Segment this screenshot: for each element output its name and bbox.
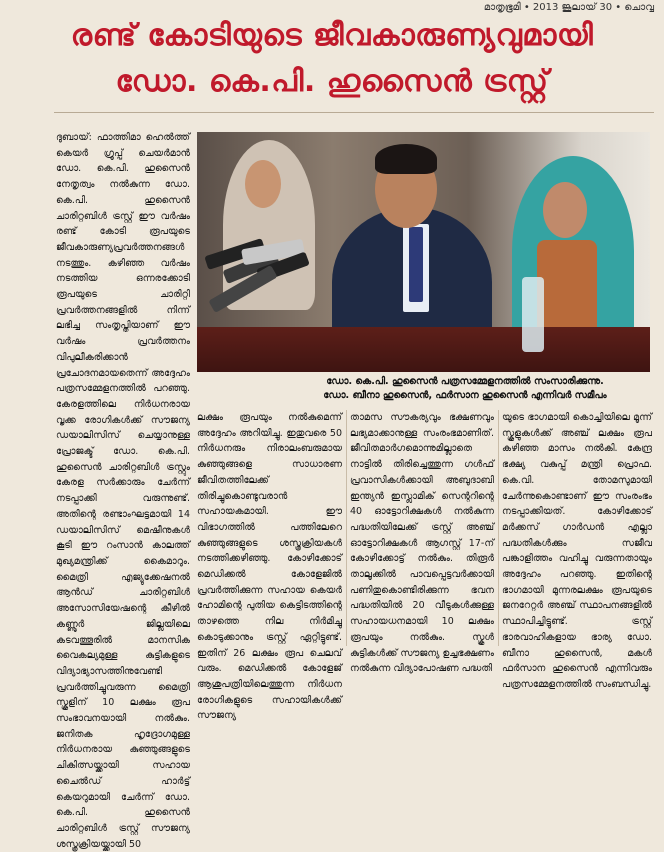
article-column-2	[197, 410, 342, 722]
column-text: താമസ സൗകര്യവും ഭക്ഷണവും ലഭ്യമാക്കാനുള്ള സംരംഭമാണിത്. ജീവിതമാർഗമൊന്നുമില്ലാതെ നാട്ടിൽ തിരിച്ചെത്തുന്ന ഗൾഫ് പ്രവാസികൾക്കായി അബുദാബി ഇന്ത്യൻ ഇസ്ലാമിക് സെന്ററിന്റെ 40 ഓട്ടോറിക്ഷകൾ നൽകുന്ന പദ്ധതിയിലേക്ക് ട്രസ്റ്റ് അഞ്ച് ഓട്ടോറിക്ഷകൾ ആഗസ്റ്റ് 17-ന് കോഴിക്കോട്ട് നൽകും. തിരൂർ താലൂക്കിൽ പാവപ്പെട്ടവർക്കായി പണിതുകൊണ്ടിരിക്കുന്ന ഭവന പദ്ധതിയിൽ 20 വീടുകൾക്കുള്ള സഹായധനമായി 10 ലക്ഷം രൂപയും നൽകും. സ്കൂൾ കുട്ടികൾക്ക് സൗജന്യ ഉച്ചഭക്ഷണം നൽകുന്ന വിദ്യാപോഷണ പദ്ധതി	[350, 412, 494, 675]
column-divider	[498, 410, 499, 646]
press-conference-photo	[197, 132, 650, 372]
headline-line-1: രണ്ട് കോടിയുടെ ജീവകാരുണ്യവുമായി	[70, 18, 594, 53]
column-divider	[346, 410, 347, 646]
article-column-4	[502, 410, 652, 690]
headline-line-2: ഡോ. കെ.പി. ഹുസൈൻ ട്രസ്റ്റ്	[115, 64, 549, 99]
photo-caption-line-1: ഡോ. കെ.പി. ഹുസൈൻ പത്രസമ്മേളനത്തിൽ സംസാരിക്കുന്നു.	[326, 376, 604, 387]
woman-sash	[537, 240, 597, 336]
column-text: ലക്ഷം രൂപയും നൽകുമെന്ന് അദ്ദേഹം അറിയിച്ചു. ഇതുവരെ 50 നിർധനരും നിരാലംബരുമായ കുഞ്ഞുങ്ങളെ സാധാരണ ജീവിതത്തിലേക്ക് തിരിച്ചുകൊണ്ടുവരാൻ സഹായകമായി. ഈ വിഭാഗത്തിൽ പത്തിലേറെ കുഞ്ഞുങ്ങളുടെ ശസ്ത്രക്രിയകൾ നടത്തിക്കഴിഞ്ഞു. കോഴിക്കോട് മെഡിക്കൽ കോളേജിൽ പ്രവർത്തിക്കുന്ന സഹായ കെയർ ഹോമിന്റെ പുതിയ കെട്ടിടത്തിന്റെ താഴത്തെ നില നിർമിച്ചു കൊടുക്കാനും ട്രസ്റ്റ് ഏറ്റിട്ടുണ്ട്. ഇതിന് 26 ലക്ഷം രൂപ ചെലവ് വരും. മെഡിക്കൽ കോളേജ് ആശുപത്രിയിലെത്തുന്ന നിർധന രോഗികളുടെ സഹായികൾക്ക് സൗജന്യ	[197, 412, 342, 722]
water-bottle	[522, 277, 544, 352]
column-text: ദുബായ്: ഫാത്തിമാ ഹെൽത്ത് കെയർ ഗ്രൂപ്പ് ചെയർമാൻ ഡോ. കെ.പി. ഹുസൈൻ നേതൃത്വം നൽകുന്ന ഡോ. കെ.പി. ഹുസൈൻ ചാരിറ്റബിൾ ട്രസ്റ്റ് ഈ വർഷം രണ്ട് കോടി രൂപയുടെ ജീവകാരുണ്യപ്രവർത്തനങ്ങൾ നടത്തും. കഴിഞ്ഞ വർഷം നടത്തിയ ഒന്നരക്കോടി രൂപയുടെ ചാരിറ്റി പ്രവർത്തനങ്ങളിൽ നിന്ന് ലഭിച്ച സംതൃപ്തിയാണ് ഈ വർഷം പ്രവർത്തനം വിപുലീകരിക്കാൻ പ്രചോദനമായതെന്ന് അദ്ദേഹം പത്രസമ്മേളനത്തിൽ പറഞ്ഞു. കേരളത്തിലെ നിർധനരായ വൃക്ക രോഗികൾക്ക് സൗജന്യ ഡയാലിസിസ് ചെയ്യാനുള്ള പ്രോജക്ട് ഡോ. കെ.പി. ഹുസൈൻ ചാരിറ്റബിൾ ട്രസ്റ്റും കേരള സർക്കാരും ചേർന്ന് നടപ്പാക്കി വരുന്നുണ്ട്. അതിന്റെ രണ്ടാംഘട്ടമായി 14 ഡയാലിസിസ് മെഷീനുകൾ കൂടി ഈ റംസാൻ കാലത്ത് മുഖ്യമന്ത്രിക്ക് കൈമാറും. മൈത്രി എജ്യുക്കേഷനൽ ആൻഡ് ചാരിറ്റബിൾ അസോസിയേഷന്റെ കീഴിൽ കണ്ണൂർ ജില്ലയിലെ കടവത്തൂരിൽ മാനസിക വൈകല്യമുള്ള കുട്ടികളുടെ വിദ്യാഭ്യാസത്തിനുവേണ്ടി പ്രവർത്തിച്ചുവരുന്ന മൈത്രി സ്കൂളിന് 10 ലക്ഷം രൂപ സംഭാവനയായി നൽകും. ജനിതക ഹൃദ്രോഗമുള്ള നിർധനരായ കുഞ്ഞുങ്ങളുടെ ചികിത്സയ്ക്കായി സഹായ ചൈൽഡ് ഹാർട്ട് കെയറുമായി ചേർന്ന് ഡോ. കെ.പി. ഹുസൈൻ ചാരിറ്റബിൾ ട്രസ്റ്റ് സൗജന്യ ശസ്ത്രക്രിയയ്ക്കായി 50	[56, 132, 190, 850]
woman-face	[543, 182, 587, 238]
man-tie	[409, 227, 423, 302]
article-column-1	[56, 130, 190, 850]
dateline: മാതൃഭൂമി • 2013 ജൂലായ് 30 • ചൊവ്വ	[483, 2, 654, 13]
conference-table	[197, 327, 650, 372]
man-hair	[375, 144, 437, 174]
photo-caption-line-2: ഡോ. ബീനാ ഹുസൈൻ, ഫർസാന ഹുസൈൻ എന്നിവർ സമീപം	[323, 390, 607, 401]
headline-rule	[54, 112, 654, 113]
column-text: യുടെ ഭാഗമായി കൊച്ചിയിലെ മൂന്ന് സ്കൂളുകൾക്ക് അഞ്ച് ലക്ഷം രൂപ കഴിഞ്ഞ മാസം നൽകി. കേന്ദ്ര ഭക്ഷ്യ വകുപ്പ് മന്ത്രി പ്രൊഫ. കെ.വി. തോമസുമായി ചേർന്നുകൊണ്ടാണ് ഈ സംരംഭം നടപ്പാക്കിയത്. കോഴിക്കോട് മർക്കസ് ഗാർഡൻ എല്ലാ പദ്ധതികൾക്കും സജീവ പങ്കാളിത്തം വഹിച്ചു വരുന്നതായും അദ്ദേഹം പറഞ്ഞു. ഇതിന്റെ ഭാഗമായി മുന്നരലക്ഷം രൂപയുടെ ജനറേറ്റർ അഞ്ച് സ്ഥാപനങ്ങളിൽ സ്ഥാപിച്ചിട്ടുണ്ട്. ട്രസ്റ്റ് ഭാരവാഹികളായ ഭാര്യ ഡോ. ബീനാ ഹുസൈൻ, മകൾ ഫർസാന ഹുസൈൻ എന്നിവരും പത്രസമ്മേളനത്തിൽ സംബന്ധിച്ചു.	[502, 412, 652, 690]
girl-face	[245, 160, 281, 208]
article-column-3	[350, 410, 494, 675]
